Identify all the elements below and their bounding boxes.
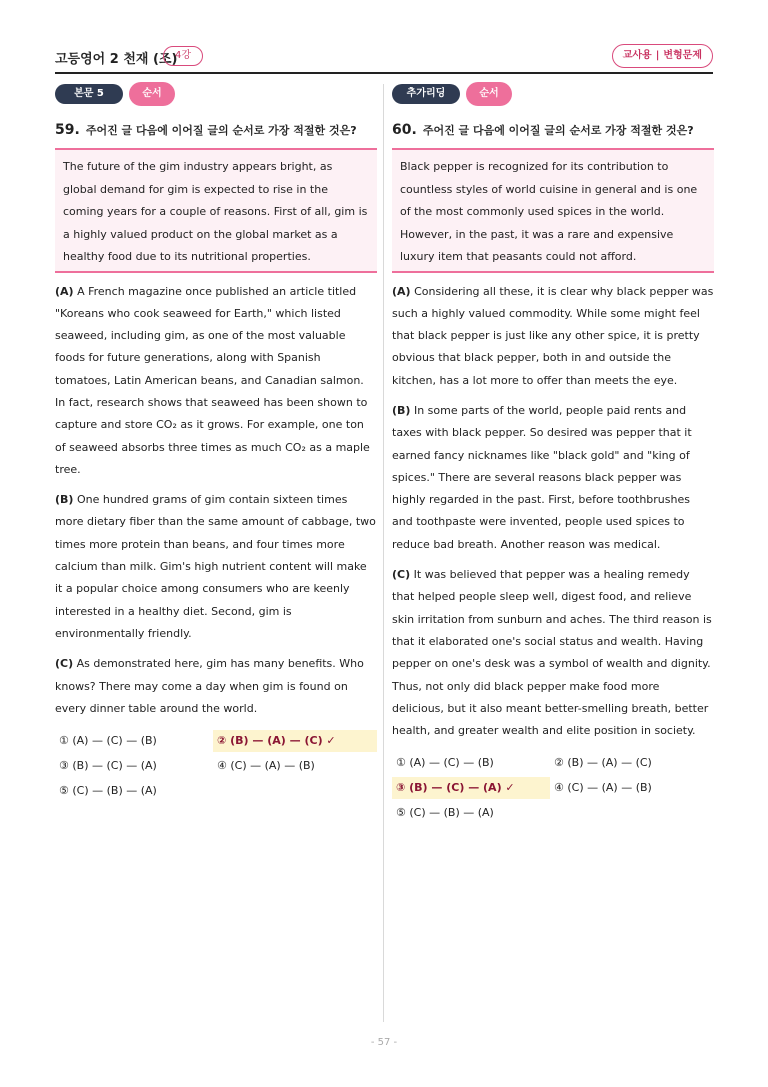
- section-tag: 추가리딩: [392, 84, 460, 104]
- answer-choices: [55, 730, 377, 802]
- question-text: 주어진 글 다음에 이어질 글의 순서로 가장 적절한 것은?: [422, 124, 694, 137]
- paragraph-c: [392, 564, 714, 742]
- question-prompt: [392, 122, 714, 142]
- choice-4[interactable]: ④ (C) — (A) — (B): [217, 759, 315, 773]
- given-passage: Black pepper is recognized for its contribution to countless styles of world cuisine in general and is one of the most commonly used spices in the world. However, in the past, it was a rare and expensive luxury item that peasants could not afford.: [392, 148, 714, 273]
- paragraph-text: In some parts of the world, people paid rents and taxes with black pepper. So desired was pepper that it earned fancy nicknames like "black gold" and "king of spices." There are several reasons black pepper was highly regarded in the past. First, before toothbrushes and toothpaste were invented, people used spices to reduce bad breath. Another reason was medical.: [392, 403, 692, 551]
- paragraph-label: (B): [392, 403, 411, 417]
- paragraph-text: It was believed that pepper was a healing remedy that helped people sleep well, digest food, and relieve skin irritation from sunburn and aches. The third reason is that it elaborated one's social status and wealth. Having pepper on one's desk was a symbol of wealth and dignity. Thus, not only did black pepper make food more delicious, but it also meant better-smelling breath, better health, and greater wealth and elite position in society.: [392, 568, 712, 738]
- type-tag: 순서: [466, 82, 512, 106]
- edition-separator: |: [655, 50, 660, 61]
- paragraph-text: One hundred grams of gim contain sixteen times more dietary fiber than the same amount of cabbage, two times more protein than beans, and four times more calcium than milk. Gim's high nutrient content will make it a popular choice among consumers who are keenly interested in a healthy diet. Second, gim is environmentally friendly.: [55, 493, 376, 640]
- choice-5[interactable]: ⑤ (C) — (B) — (A): [396, 806, 494, 820]
- page-header: [55, 44, 713, 74]
- book-title: 고등영어 2 천재 (조): [55, 52, 178, 67]
- paragraph-c: [55, 653, 377, 720]
- section-tag: 본문 5: [55, 84, 123, 104]
- paragraph-label: (C): [55, 657, 74, 671]
- paragraph-label: (B): [55, 493, 74, 507]
- page-number: - 57 -: [370, 1037, 398, 1048]
- paragraph-b: [392, 400, 714, 556]
- paragraph-label: (A): [392, 284, 411, 298]
- type-tag: 순서: [129, 82, 175, 106]
- choice-1[interactable]: ① (A) — (C) — (B): [59, 734, 157, 748]
- question-text: 주어진 글 다음에 이어질 글의 순서로 가장 적절한 것은?: [85, 124, 357, 137]
- choice-4[interactable]: ④ (C) — (A) — (B): [554, 781, 652, 795]
- paragraph-a: [55, 281, 377, 482]
- lesson-badge: 4강: [163, 46, 203, 66]
- paragraph-b: [55, 489, 377, 645]
- question-60: [392, 82, 714, 824]
- paragraph-text: A French magazine once published an article titled "Koreans who cook seaweed for Earth," which listed seaweed, including gim, as one of the most valuable foods for future generations, along with Spanish tomatoes, Latin American beans, and Canadian salmon. In fact, research shows that seaweed has been shown to capture and store CO₂ as it grows. For example, one ton of seaweed absorbs three times as much CO₂ as a maple tree.: [55, 284, 370, 476]
- choice-5[interactable]: ⑤ (C) — (B) — (A): [59, 784, 157, 798]
- question-prompt: [55, 122, 377, 142]
- given-passage: The future of the gim industry appears bright, as global demand for gim is expected to rise in the coming years for a couple of reasons. First of all, gim is a highly valued product on the global market as a healthy food due to its nutritional properties.: [55, 148, 377, 273]
- column-divider: [383, 84, 384, 1022]
- choice-2-correct[interactable]: ② (B) — (A) — (C) ✓: [213, 730, 377, 752]
- paragraph-a: [392, 281, 714, 392]
- answer-choices: [392, 752, 714, 824]
- edition-badge: [612, 44, 713, 68]
- edition-type: 변형문제: [663, 50, 702, 61]
- paragraph-label: (C): [392, 568, 411, 582]
- choice-3[interactable]: ③ (B) — (C) — (A): [59, 759, 157, 773]
- question-number: 60.: [392, 122, 417, 138]
- question-number: 59.: [55, 122, 80, 138]
- choice-3-correct[interactable]: ③ (B) — (C) — (A) ✓: [392, 777, 550, 799]
- question-59: [55, 82, 377, 802]
- choice-2[interactable]: ② (B) — (A) — (C): [554, 756, 652, 770]
- question-tags: [55, 82, 377, 106]
- edition-teacher: 교사용: [622, 50, 652, 61]
- question-tags: [392, 82, 714, 106]
- paragraph-text: Considering all these, it is clear why black pepper was such a highly valued commodity. While some might feel that black pepper is just like any other spice, it is pretty obvious that black pepper, both in and outside the kitchen, has a lot more to offer than meets the eye.: [392, 284, 714, 387]
- paragraph-text: As demonstrated here, gim has many benefits. Who knows? There may come a day when gim is found on every dinner table around the world.: [55, 657, 364, 715]
- choice-1[interactable]: ① (A) — (C) — (B): [396, 756, 494, 770]
- paragraph-label: (A): [55, 284, 74, 298]
